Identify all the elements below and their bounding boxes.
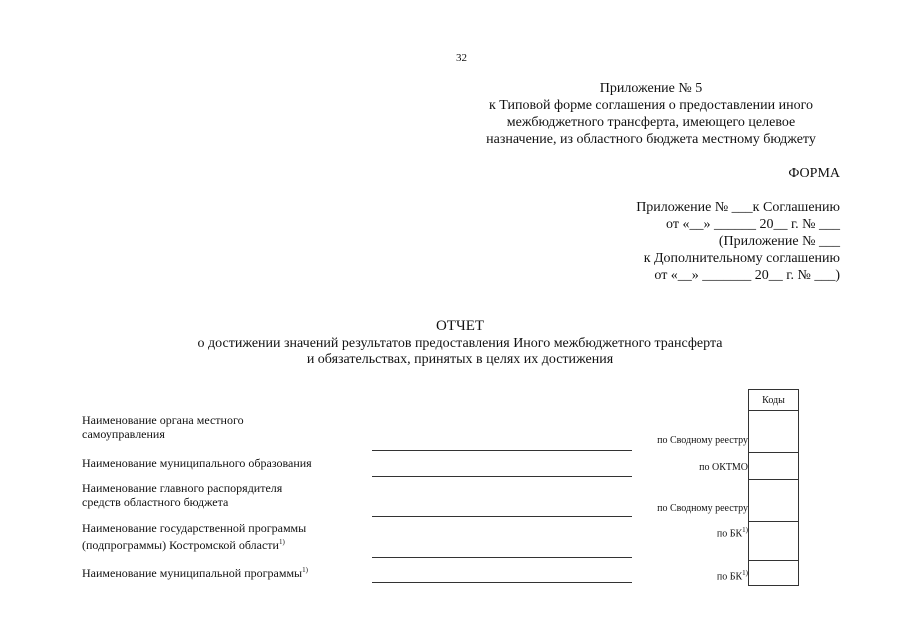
code-cell-oktmo[interactable] [749, 453, 799, 480]
report-subtitle [100, 336, 820, 368]
field-label-line-2: средств областного бюджета [82, 495, 229, 509]
field-label-line-1: Наименование органа местного [82, 413, 244, 427]
field-label-line-1: Наименование государственной программы [82, 521, 307, 535]
field-line-state-program[interactable] [372, 557, 632, 558]
field-label-state-program [82, 521, 306, 552]
field-line-municipality[interactable] [372, 476, 632, 477]
code-cell-municipal-program[interactable] [749, 561, 799, 586]
appendix-line-3: межбюджетного трансферта, имеющего целевое [506, 115, 796, 130]
page-number: 32 [456, 52, 467, 64]
appendix-line-2: к Типовой форме соглашения о предоставлении иного [489, 98, 813, 113]
footnote-marker: 1) [742, 569, 748, 577]
code-cell-chief-administrator[interactable] [749, 480, 799, 522]
appendix-line-4: назначение, из областного бюджета местному бюджету [486, 132, 816, 147]
field-label-line-1: Наименование муниципального образования [82, 456, 312, 470]
forma-label: ФОРМА [788, 166, 840, 181]
agreement-line-1: Приложение № ___к Соглашению [636, 200, 840, 215]
report-title: ОТЧЕТ [435, 318, 485, 334]
field-label-line-2: (подпрограммы) Костромской области [82, 538, 279, 552]
field-label-municipal-program [82, 563, 308, 580]
code-cell-local-government[interactable] [749, 411, 799, 453]
code-label-text: по БК [716, 571, 743, 583]
code-label-text: по БК [716, 528, 743, 540]
field-label-chief-administrator [82, 481, 282, 509]
field-label-line-2: самоуправления [82, 427, 165, 441]
appendix-line-1: Приложение № 5 [599, 81, 703, 96]
agreement-reference [440, 199, 840, 284]
codes-header: Коды [749, 390, 799, 411]
field-line-chief-administrator[interactable] [372, 516, 632, 517]
agreement-line-3: (Приложение № ___ [718, 234, 840, 249]
codes-table [748, 389, 799, 586]
code-label-budget-classification [717, 569, 748, 582]
field-line-municipal-program[interactable] [372, 582, 632, 583]
footnote-marker: 1) [302, 566, 308, 574]
agreement-line-4: к Дополнительному соглашению [643, 251, 840, 266]
field-label-line-1: Наименование главного распорядителя [82, 481, 283, 495]
field-label-municipality [82, 456, 312, 470]
code-label-summary-registry: по Сводному реестру [657, 435, 748, 446]
report-subtitle-line-2: и обязательствах, принятых в целях их достижения [306, 352, 614, 367]
field-line-local-government[interactable] [372, 450, 632, 451]
code-label-summary-registry: по Сводному реестру [657, 503, 748, 514]
agreement-line-5: от «__» _______ 20__ г. № ___) [654, 268, 840, 283]
appendix-header [470, 80, 832, 148]
footnote-marker: 1) [742, 526, 748, 534]
code-label-oktmo: по ОКТМО [699, 462, 748, 473]
agreement-line-2: от «__» ______ 20__ г. № ___ [666, 217, 840, 232]
footnote-marker: 1) [278, 538, 285, 546]
code-cell-state-program[interactable] [749, 522, 799, 561]
report-subtitle-line-1: о достижении значений результатов предоставления Иного межбюджетного трансферта [197, 336, 723, 351]
field-label-line-1: Наименование муниципальной программы [82, 566, 303, 580]
code-label-budget-classification [717, 526, 748, 539]
field-label-local-government [82, 413, 244, 441]
